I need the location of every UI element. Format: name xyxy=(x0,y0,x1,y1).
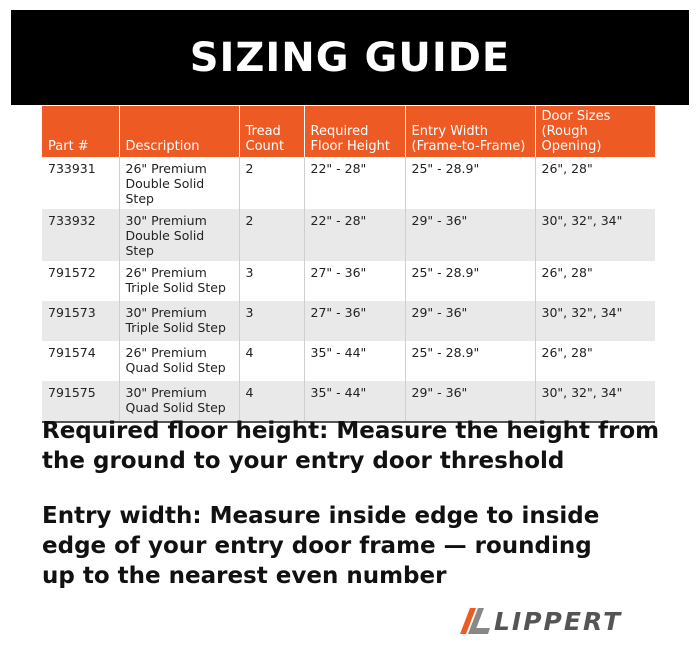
cell-tread: 2 xyxy=(239,209,304,261)
header-part xyxy=(42,106,119,157)
cell-door-sizes: 26", 28" xyxy=(535,261,655,301)
cell-floor-height: 22" - 28" xyxy=(304,157,405,209)
note-line: Required floor height: Measure the height from xyxy=(42,418,660,444)
cell-part: 791572 xyxy=(42,261,119,301)
cell-door-sizes: 30", 32", 34" xyxy=(535,301,655,341)
desc-line: Triple Solid Step xyxy=(125,280,226,295)
desc-line: 30" Premium xyxy=(125,305,207,320)
table-header-row xyxy=(42,106,655,157)
desc-line: 30" Premium xyxy=(125,385,207,400)
cell-part: 791575 xyxy=(42,381,119,422)
cell-entry-width: 25" - 28.9" xyxy=(405,341,535,381)
cell-door-sizes: 26", 28" xyxy=(535,341,655,381)
cell-entry-width: 25" - 28.9" xyxy=(405,157,535,209)
cell-description xyxy=(119,301,239,341)
desc-line: Double Solid Step xyxy=(125,228,205,258)
cell-entry-width: 29" - 36" xyxy=(405,381,535,422)
desc-line: Quad Solid Step xyxy=(125,400,226,415)
header-label: (Rough Opening) xyxy=(541,124,602,154)
table-row xyxy=(42,301,655,341)
cell-floor-height: 35" - 44" xyxy=(304,381,405,422)
cell-description xyxy=(119,209,239,261)
desc-line: 30" Premium xyxy=(125,213,207,228)
desc-line: 26" Premium xyxy=(125,161,207,176)
header-floor-height xyxy=(304,106,405,157)
cell-floor-height: 27" - 36" xyxy=(304,301,405,341)
header-door-sizes xyxy=(535,106,655,157)
cell-tread: 3 xyxy=(239,301,304,341)
cell-floor-height: 22" - 28" xyxy=(304,209,405,261)
desc-line: Triple Solid Step xyxy=(125,320,226,335)
cell-description xyxy=(119,341,239,381)
header-label: Required xyxy=(310,124,369,139)
cell-door-sizes: 30", 32", 34" xyxy=(535,381,655,422)
header-label: Entry Width xyxy=(411,124,488,139)
cell-tread: 4 xyxy=(239,341,304,381)
table-row xyxy=(42,261,655,301)
note-line: the ground to your entry door threshold xyxy=(42,448,565,474)
header-label: Part # xyxy=(48,139,89,154)
cell-entry-width: 29" - 36" xyxy=(405,209,535,261)
desc-line: 26" Premium xyxy=(125,345,207,360)
cell-floor-height: 27" - 36" xyxy=(304,261,405,301)
header-label: Floor Height xyxy=(310,139,390,154)
cell-floor-height: 35" - 44" xyxy=(304,341,405,381)
header-label: (Frame-to-Frame) xyxy=(411,139,526,154)
header-tread-count xyxy=(239,106,304,157)
entry-width-note xyxy=(42,501,662,591)
cell-part: 791573 xyxy=(42,301,119,341)
logo-text: LIPPERT xyxy=(494,606,623,636)
desc-line: Double Solid Step xyxy=(125,176,205,206)
cell-part: 791574 xyxy=(42,341,119,381)
table-row xyxy=(42,157,655,209)
cell-entry-width: 25" - 28.9" xyxy=(405,261,535,301)
cell-tread: 3 xyxy=(239,261,304,301)
header-label: Count xyxy=(245,139,285,154)
header-entry-width xyxy=(405,106,535,157)
cell-tread: 4 xyxy=(239,381,304,422)
note-line: Entry width: Measure inside edge to inside xyxy=(42,503,600,529)
header-label: Door Sizes xyxy=(541,109,611,124)
lippert-logo xyxy=(460,604,622,638)
header-description xyxy=(119,106,239,157)
cell-part: 733932 xyxy=(42,209,119,261)
header-label: Tread xyxy=(245,124,281,139)
cell-entry-width: 29" - 36" xyxy=(405,301,535,341)
note-line: edge of your entry door frame — rounding xyxy=(42,533,592,559)
page-title: SIZING GUIDE xyxy=(189,34,511,81)
cell-part: 733931 xyxy=(42,157,119,209)
title-banner xyxy=(11,10,689,105)
cell-description xyxy=(119,157,239,209)
desc-line: 26" Premium xyxy=(125,265,207,280)
cell-description xyxy=(119,261,239,301)
cell-door-sizes: 30", 32", 34" xyxy=(535,209,655,261)
desc-line: Quad Solid Step xyxy=(125,360,226,375)
header-label: Description xyxy=(125,139,200,154)
table-row xyxy=(42,341,655,381)
table-row xyxy=(42,209,655,261)
floor-height-note xyxy=(42,416,662,476)
note-line: up to the nearest even number xyxy=(42,563,447,589)
cell-door-sizes: 26", 28" xyxy=(535,157,655,209)
sizing-table xyxy=(42,106,655,423)
cell-tread: 2 xyxy=(239,157,304,209)
lippert-mark-icon xyxy=(460,605,490,637)
